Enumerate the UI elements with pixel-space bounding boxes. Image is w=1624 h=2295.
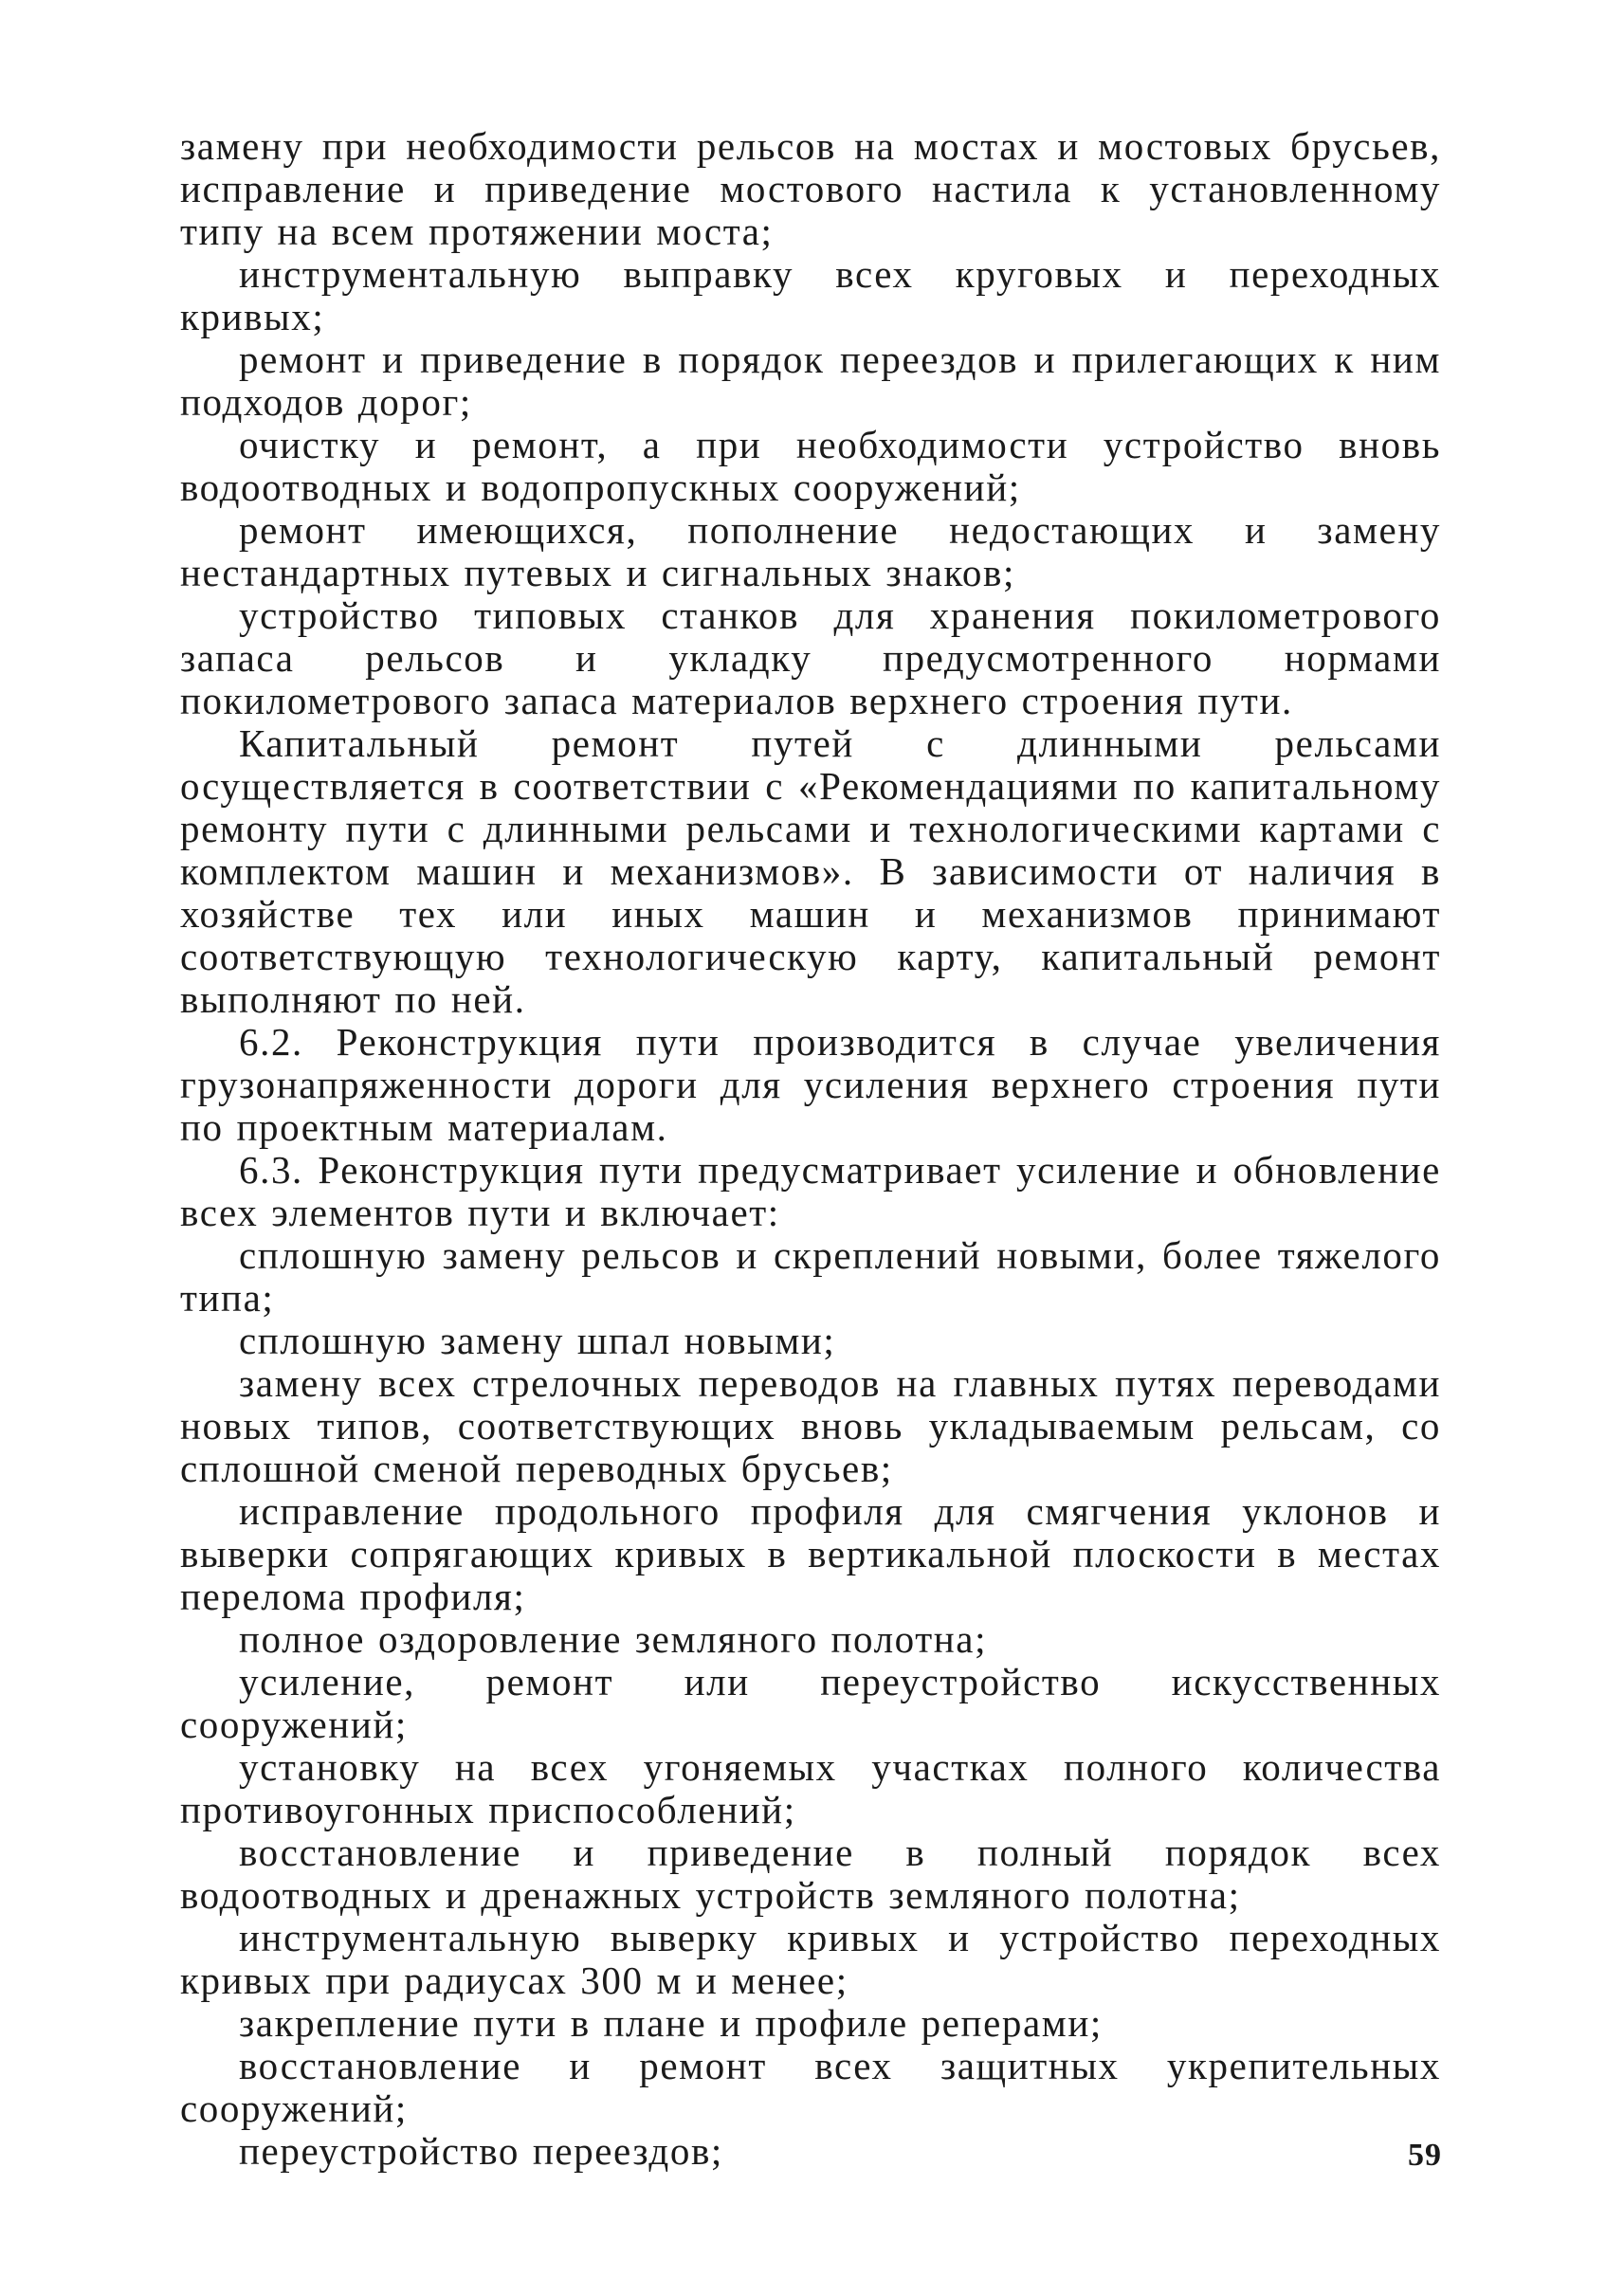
paragraph: очистку и ремонт, а при необходимости устройство вновь водоотводных и водопропускных сооружений; bbox=[180, 423, 1441, 509]
paragraph: установку на всех угоняемых участках полного количества противоугонных приспособлений; bbox=[180, 1745, 1441, 1831]
page-number: 59 bbox=[1408, 2138, 1442, 2173]
paragraph: инструментальную выправку всех круговых и переходных кривых; bbox=[180, 252, 1441, 338]
paragraph: полное оздоровление земляного полотна; bbox=[239, 1617, 988, 1661]
paragraph: инструментальную выверку кривых и устройство переходных кривых при радиусах 300 м и менее; bbox=[180, 1916, 1441, 2002]
paragraph: восстановление и приведение в полный порядок всех водоотводных и дренажных устройств земляного полотна; bbox=[180, 1831, 1441, 1917]
body-text bbox=[180, 125, 1441, 2173]
paragraph: сплошную замену рельсов и скреплений новыми, более тяжелого типа; bbox=[180, 1233, 1441, 1320]
paragraph: 6.3. Реконструкция пути предусматривает усиление и обновление всех элементов пути и включает: bbox=[180, 1148, 1441, 1234]
paragraph: устройство типовых станков для хранения покилометрового запаса рельсов и укладку предусмотренного нормами покилометрового запаса материалов верхнего строения пути. bbox=[180, 593, 1441, 722]
paragraph: ремонт и приведение в порядок переездов и прилегающих к ним подходов дорог; bbox=[180, 337, 1441, 424]
paragraph: восстановление и ремонт всех защитных укрепительных сооружений; bbox=[180, 2044, 1441, 2130]
paragraph: исправление продольного профиля для смягчения уклонов и выверки сопрягающих кривых в вертикальной плоскости в местах перелома профиля; bbox=[180, 1489, 1441, 1618]
paragraph: ремонт имеющихся, пополнение недостающих и замену нестандартных путевых и сигнальных знаков; bbox=[180, 508, 1441, 594]
paragraph: закрепление пути в плане и профиле реперами; bbox=[239, 2001, 1103, 2045]
paragraph: сплошную замену шпал новыми; bbox=[239, 1319, 836, 1362]
paragraph: Капитальный ремонт путей с длинными рельсами осуществляется в соответствии с «Рекомендациями по капитальному ремонту пути с длинными рельсами и технологическими картами с комплектом машин и механизмов». В зависимости от наличия в хозяйстве тех или иных машин и механизмов принимают соответствующую технологическую карту, капитальный ремонт выполняют по ней. bbox=[180, 721, 1441, 1021]
paragraph: замену всех стрелочных переводов на главных путях переводами новых типов, соответствующих вновь укладываемым рельсам, со сплошной сменой переводных брусьев; bbox=[180, 1361, 1441, 1490]
paragraph: переустройство переездов; bbox=[239, 2129, 723, 2173]
paragraph: 6.2. Реконструкция пути производится в случае увеличения грузонапряженности дороги для усиления верхнего строения пути по проектным материалам. bbox=[180, 1020, 1441, 1149]
paragraph: усиление, ремонт или переустройство искусственных сооружений; bbox=[180, 1660, 1441, 1746]
paragraph: замену при необходимости рельсов на мостах и мостовых брусьев, исправление и приведение мостового настила к установленному типу на всем протяжении моста; bbox=[180, 124, 1441, 253]
